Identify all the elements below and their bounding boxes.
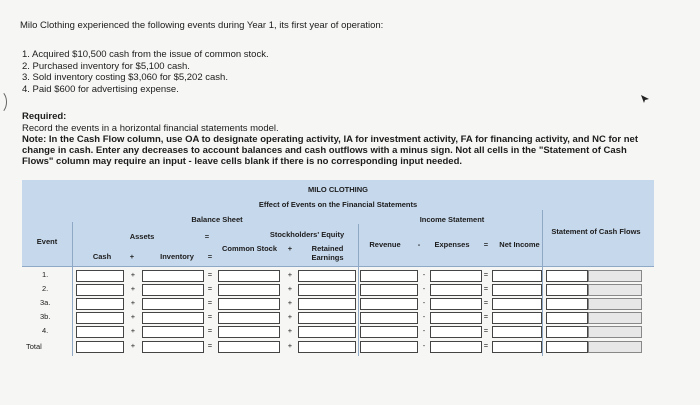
operator: + (287, 270, 293, 279)
operator: + (130, 341, 136, 350)
operator: = (207, 298, 213, 307)
cash-input[interactable] (76, 270, 124, 282)
expenses-input[interactable] (430, 312, 482, 324)
cash-flow-amount-input[interactable] (546, 284, 588, 296)
retained-earnings-input[interactable] (298, 298, 356, 310)
retained-earnings-input[interactable] (298, 326, 356, 338)
operator: = (483, 298, 489, 307)
operator: + (287, 298, 293, 307)
inventory-input[interactable] (142, 326, 204, 338)
operator: + (287, 244, 293, 253)
net-income-input[interactable] (492, 270, 542, 282)
cash-flow-amount-input[interactable] (546, 312, 588, 324)
operator: = (207, 284, 213, 293)
operator: = (207, 341, 213, 350)
inventory-input[interactable] (142, 312, 204, 324)
operator: + (287, 341, 293, 350)
cash-header: Cash (92, 252, 112, 261)
inventory-input[interactable] (142, 284, 204, 296)
operator: = (207, 326, 213, 335)
cash-input[interactable] (76, 312, 124, 324)
operator: + (130, 284, 136, 293)
operator: = (483, 341, 489, 350)
operator: - (422, 312, 426, 321)
event-header: Event (36, 237, 58, 246)
expenses-input[interactable] (430, 284, 482, 296)
retained-earnings-input[interactable] (298, 270, 356, 282)
operator: + (130, 270, 136, 279)
company-name: MILO CLOTHING (308, 185, 368, 194)
row-label: 2. (42, 284, 49, 293)
financial-statements-model (22, 180, 654, 356)
inventory-input[interactable] (142, 298, 204, 310)
cash-flow-amount-input[interactable] (546, 326, 588, 338)
event-item: 1. Acquired $10,500 cash from the issue of common stock. (22, 49, 269, 60)
expenses-input[interactable] (430, 270, 482, 282)
revenue-input[interactable] (360, 312, 418, 324)
revenue-input[interactable] (360, 326, 418, 338)
operator: - (417, 240, 421, 249)
revenue-header: Revenue (369, 240, 401, 249)
inventory-input[interactable] (142, 270, 204, 282)
cash-flow-activity-select[interactable] (588, 284, 642, 296)
cash-flow-activity-select[interactable] (588, 312, 642, 324)
common-stock-input[interactable] (218, 312, 280, 324)
operator: + (130, 326, 136, 335)
total-common-stock-input[interactable] (218, 341, 280, 353)
expenses-header: Expenses (434, 240, 470, 249)
operator: + (287, 326, 293, 335)
cash-input[interactable] (76, 298, 124, 310)
common-stock-input[interactable] (218, 298, 280, 310)
operator: + (130, 312, 136, 321)
table-subtitle: Effect of Events on the Financial Statements (258, 200, 418, 209)
column-divider (542, 210, 543, 356)
total-revenue-input[interactable] (360, 341, 418, 353)
operator: - (422, 326, 426, 335)
cash-flow-amount-input[interactable] (546, 298, 588, 310)
operator: = (204, 232, 210, 241)
revenue-input[interactable] (360, 298, 418, 310)
operator: - (422, 270, 426, 279)
net-income-input[interactable] (492, 298, 542, 310)
operator: + (129, 252, 135, 261)
total-retained-earnings-input[interactable] (298, 341, 356, 353)
row-label: 4. (42, 326, 49, 335)
operator: + (287, 284, 293, 293)
cash-flow-activity-select[interactable] (588, 298, 642, 310)
common-stock-header: Common Stock (222, 244, 278, 253)
operator: - (422, 298, 426, 307)
operator: = (483, 312, 489, 321)
row-label: 1. (42, 270, 49, 279)
expenses-input[interactable] (430, 298, 482, 310)
required-text: Record the events in a horizontal financial statements model. (22, 123, 279, 134)
total-cash-flow-amount-input[interactable] (546, 341, 588, 353)
header-divider (22, 266, 654, 267)
row-label: 3b. (40, 312, 51, 321)
common-stock-input[interactable] (218, 270, 280, 282)
assets-header: Assets (129, 232, 155, 241)
event-list (22, 49, 269, 95)
retained-earnings-input[interactable] (298, 284, 356, 296)
operator: - (422, 341, 426, 350)
operator: = (483, 240, 489, 249)
retained-earnings-input[interactable] (298, 312, 356, 324)
cash-input[interactable] (76, 326, 124, 338)
event-item: 4. Paid $600 for advertising expense. (22, 83, 179, 95)
net-income-input[interactable] (492, 326, 542, 338)
column-divider (358, 224, 359, 356)
income-statement-header: Income Statement (419, 215, 485, 224)
operator: = (207, 252, 213, 261)
common-stock-input[interactable] (218, 284, 280, 296)
expenses-input[interactable] (430, 326, 482, 338)
cash-flow-activity-select[interactable] (588, 326, 642, 338)
balance-sheet-header: Balance Sheet (191, 215, 243, 224)
total-expenses-input[interactable] (430, 341, 482, 353)
cash-flow-activity-select[interactable] (588, 270, 642, 282)
inventory-header: Inventory (160, 252, 194, 261)
event-item: 2. Purchased inventory for $5,100 cash. (22, 60, 190, 72)
operator: = (483, 284, 489, 293)
operator: = (207, 270, 213, 279)
required-title: Required: (22, 111, 67, 122)
problem-intro: Milo Clothing experienced the following events during Year 1, its first year of operation: (20, 20, 384, 31)
cash-flows-header: Statement of Cash Flows (551, 227, 641, 236)
revenue-input[interactable] (360, 284, 418, 296)
column-divider (72, 222, 73, 356)
row-label: 3a. (40, 298, 51, 307)
total-net-income-input[interactable] (492, 341, 542, 353)
cursor-icon (640, 94, 650, 104)
revenue-input[interactable] (360, 270, 418, 282)
net-income-input[interactable] (492, 312, 542, 324)
retained-earnings-header: Retained Earnings (311, 244, 344, 262)
common-stock-input[interactable] (218, 326, 280, 338)
net-income-header: Net Income (499, 240, 540, 249)
operator: = (207, 312, 213, 321)
total-cash-input[interactable] (76, 341, 124, 353)
operator: = (483, 326, 489, 335)
total-cash-flow-activity-select[interactable] (588, 341, 642, 353)
operator: - (422, 284, 426, 293)
stockholders-equity-header: Stockholders' Equity (269, 230, 345, 239)
event-item: 3. Sold inventory costing $3,060 for $5,202 cash. (22, 72, 228, 83)
cash-input[interactable] (76, 284, 124, 296)
total-row-label: Total (26, 342, 42, 351)
operator: + (130, 298, 136, 307)
net-income-input[interactable] (492, 284, 542, 296)
cash-flow-amount-input[interactable] (546, 270, 588, 282)
total-inventory-input[interactable] (142, 341, 204, 353)
bracket-mark-icon (0, 90, 7, 114)
operator: = (483, 270, 489, 279)
operator: + (287, 312, 293, 321)
instructions-note: Note: In the Cash Flow column, use OA to designate operating activity, IA for investment activity, FA for financing activity, and NC for net change in cash. Enter any decreases to account balances and cash outflows with a minus sign. Not all cells in the "Statement of Cash Flows" column may require an input - leave cells blank if there is no corresponding input needed. (22, 134, 638, 167)
